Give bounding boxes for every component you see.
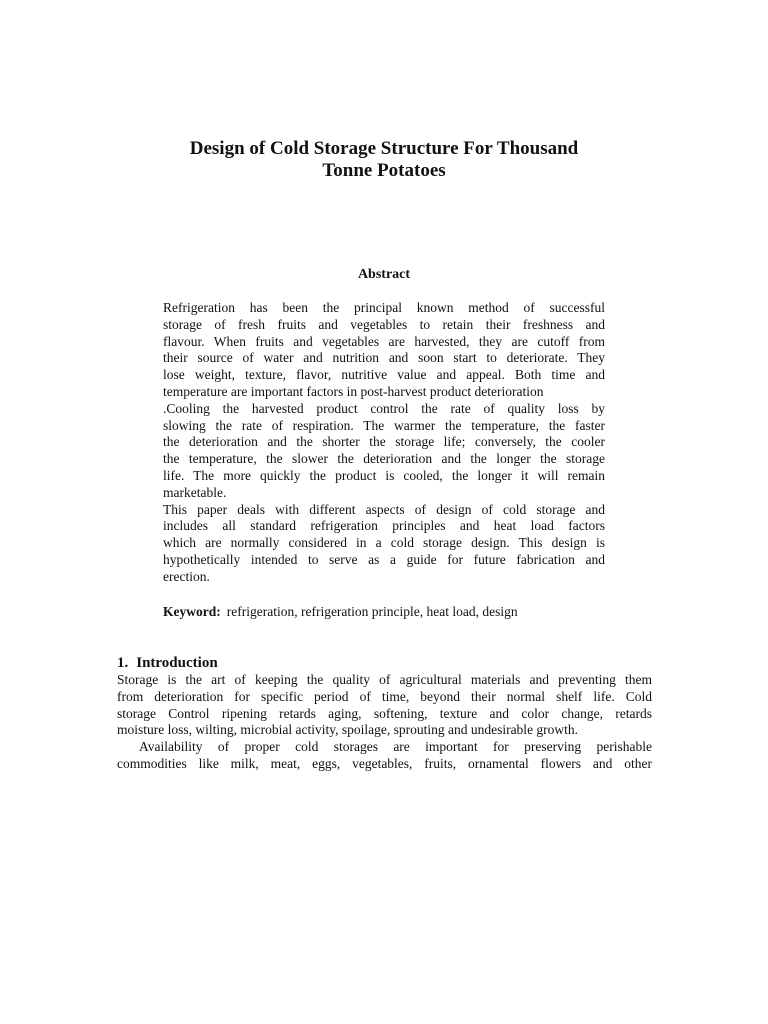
abstract-line: storage of fresh fruits and vegetables to retain their freshness and [163, 316, 605, 332]
keyword-list: refrigeration, refrigeration principle, heat load, design [226, 604, 518, 619]
abstract-line: includes all standard refrigeration principles and heat load factors [163, 518, 605, 534]
abstract-line: lose weight, texture, flavor, nutritive value and appeal. Both time and [163, 367, 605, 383]
abstract-line: temperature are important factors in post-harvest product deterioration [163, 383, 544, 399]
abstract-line: the deterioration and the shorter the storage life; conversely, the cooler [163, 434, 605, 450]
introduction-body [117, 672, 652, 773]
abstract-line: marketable. [163, 484, 227, 500]
abstract-line: the temperature, the slower the deterioration and the longer the storage [163, 451, 605, 467]
intro-line: moisture loss, wilting, microbial activity, spoilage, sprouting and undesirable growth. [117, 722, 579, 738]
abstract-line: This paper deals with different aspects of design of cold storage and [163, 501, 605, 517]
paper-title [150, 138, 618, 182]
abstract-line: their source of water and nutrition and soon start to deteriorate. They [163, 350, 605, 366]
section-title: Introduction [136, 655, 218, 671]
abstract-line: erection. [163, 568, 210, 584]
abstract-line: .Cooling the harvested product control the rate of quality loss by [163, 400, 605, 416]
keyword-label: Keyword: [163, 604, 221, 619]
abstract-line: slowing the rate of respiration. The warmer the temperature, the faster [163, 417, 605, 433]
intro-line: from deterioration for specific period of time, beyond their normal shelf life. Cold [117, 688, 652, 704]
section-number: 1. [117, 655, 129, 671]
intro-line: Availability of proper cold storages are important for preserving perishable [139, 739, 652, 755]
intro-line: Storage is the art of keeping the quality of agricultural materials and preventing them [117, 672, 652, 687]
abstract-line: life. The more quickly the product is cooled, the longer it will remain [163, 467, 605, 483]
abstract-line: flavour. When fruits and vegetables are harvested, they are cutoff from [163, 333, 605, 349]
title-line: Tonne Potatoes [322, 160, 446, 181]
abstract-heading: Abstract [357, 267, 411, 282]
abstract-line: hypothetically intended to serve as a guide for future fabrication and [163, 551, 605, 567]
keywords-line [163, 603, 605, 620]
abstract-line: Refrigeration has been the principal known method of successful [163, 300, 605, 315]
intro-line: commodities like milk, meat, eggs, vegetables, fruits, ornamental flowers and other [117, 755, 652, 771]
intro-line: storage Control ripening retards aging, softening, texture and color change, retards [117, 705, 652, 721]
section-heading [117, 654, 218, 672]
abstract-body [163, 300, 605, 586]
abstract-line: which are normally considered in a cold storage design. This design is [163, 535, 605, 551]
title-line: Design of Cold Storage Structure For Thousand [189, 138, 579, 159]
